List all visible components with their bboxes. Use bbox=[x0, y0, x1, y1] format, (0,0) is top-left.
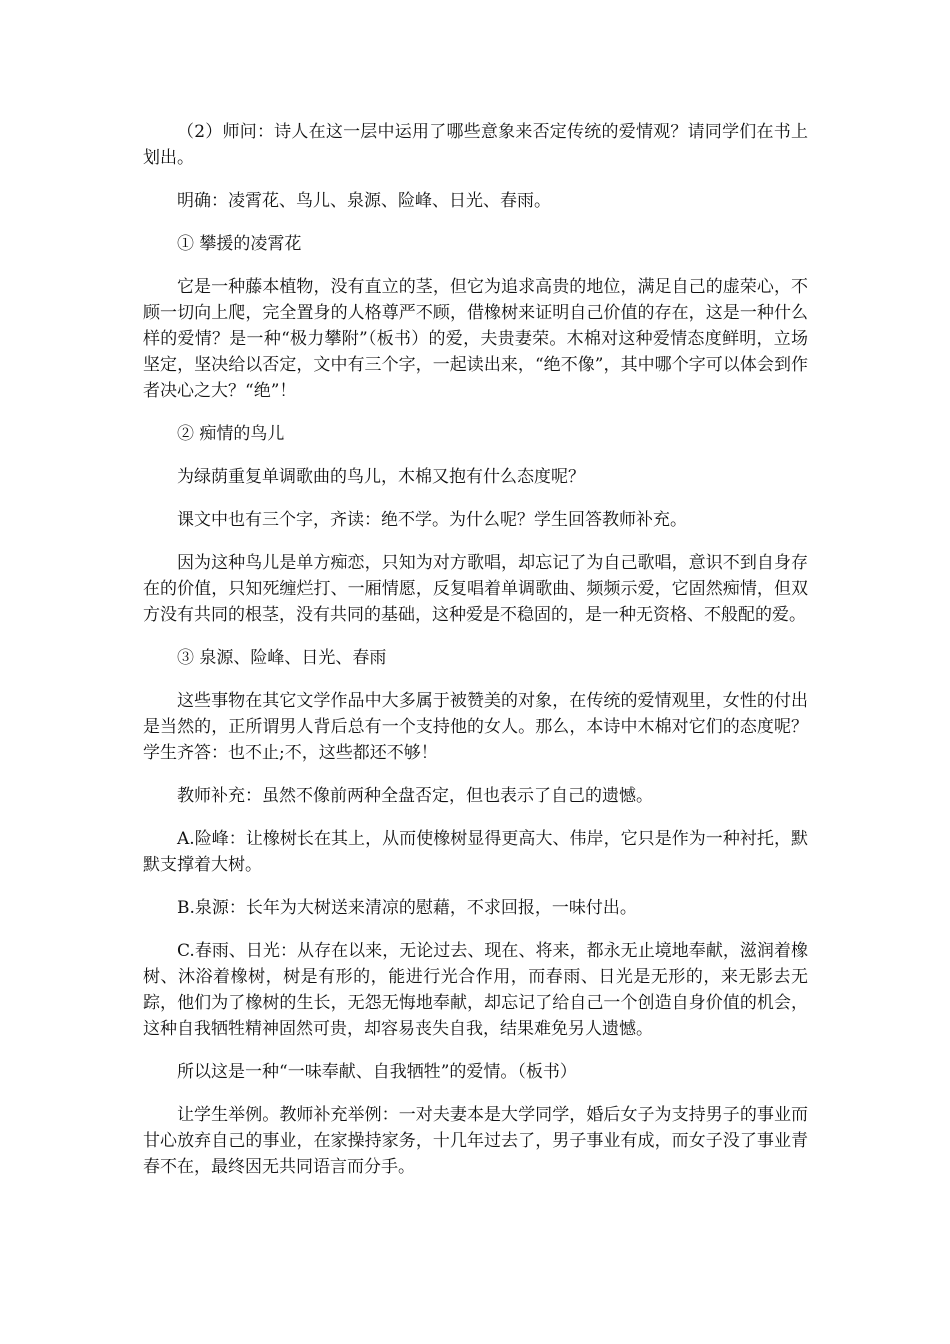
paragraph-item-c-rain-sun: C.春雨、日光：从存在以来，无论过去、现在、将来，都永无止境地奉献，滋润着橡树、沐浴着橡树，树是有形的，能进行光合作用，而春雨、日光是无形的，来无影去无踪，他们为了橡树的生长，无怨无悔地奉献，却忘记了给自己一个创造自身价值的机会，这种自我牺牲精神固然可贵，却容易丧失自我，结果难免另人遗憾。 bbox=[143, 941, 808, 1039]
subheading-lingxiao-flower: ① 攀援的凌霄花 bbox=[177, 234, 302, 254]
paragraph-teacher-supplement: 教师补充：虽然不像前两种全盘否定，但也表示了自己的遗憾。 bbox=[177, 786, 653, 806]
subheading-spring-peak-sun-rain: ③ 泉源、险峰、日光、春雨 bbox=[177, 648, 387, 668]
paragraph-bird-read: 课文中也有三个字，齐读：绝不学。为什么呢？学生回答教师补充。 bbox=[177, 510, 687, 530]
paragraph-traditional-view: 这些事物在其它文学作品中大多属于被赞美的对象，在传统的爱情观里，女性的付出是当然的，正所谓男人背后总有一个支持他的女人。那么，本诗中木棉对它们的态度呢？学生齐答：也不止;不，这些都还不够！ bbox=[143, 691, 808, 763]
paragraph-bird-analysis: 因为这种鸟儿是单方痴恋，只知为对方歌唱，却忘记了为自己歌唱，意识不到自身存在的价值，只知死缠烂打、一厢情愿，反复唱着单调歌曲、频频示爱，它固然痴情，但双方没有共同的根茎，没有共同的基础，这种爱是不稳固的，是一种无资格、不般配的爱。 bbox=[143, 553, 808, 625]
paragraph-example: 让学生举例。教师补充举例：一对夫妻本是大学同学，婚后女子为支持男子的事业而甘心放弃自己的事业，在家操持家务，十几年过去了，男子事业有成，而女子没了事业青春不在，最终因无共同语言而分手。 bbox=[143, 1105, 808, 1177]
paragraph-item-a-peak: A.险峰：让橡树长在其上，从而使橡树显得更高大、伟岸，它只是作为一种衬托，默默支撑着大树。 bbox=[143, 829, 808, 875]
document-body bbox=[143, 119, 808, 1197]
paragraph-bird-question: 为绿荫重复单调歌曲的鸟儿，木棉又抱有什么态度呢？ bbox=[177, 467, 585, 487]
paragraph-item-b-spring: B.泉源：长年为大树送来清凉的慰藉，不求回报，一味付出。 bbox=[177, 898, 637, 918]
paragraph-answer-images: 明确：凌霄花、鸟儿、泉源、险峰、日光、春雨。 bbox=[177, 191, 551, 211]
subheading-bird: ② 痴情的鸟儿 bbox=[177, 424, 285, 444]
paragraph-conclusion: 所以这是一种“一味奉献、自我牺牲”的爱情。（板书） bbox=[177, 1062, 577, 1082]
paragraph-question: （2）师问：诗人在这一层中运用了哪些意象来否定传统的爱情观？请同学们在书上划出。 bbox=[143, 122, 808, 168]
paragraph-lingxiao-analysis: 它是一种藤本植物，没有直立的茎，但它为追求高贵的地位，满足自己的虚荣心，不顾一切向上爬，完全置身的人格尊严不顾，借橡树来证明自己价值的存在，这是一种什么样的爱情？是一种“极力攀附”（板书）的爱，夫贵妻荣。木棉对这种爱情态度鲜明，立场坚定，坚决给以否定，文中有三个字，一起读出来，“绝不像”，其中哪个字可以体会到作者决心之大？“绝”！ bbox=[143, 277, 808, 401]
